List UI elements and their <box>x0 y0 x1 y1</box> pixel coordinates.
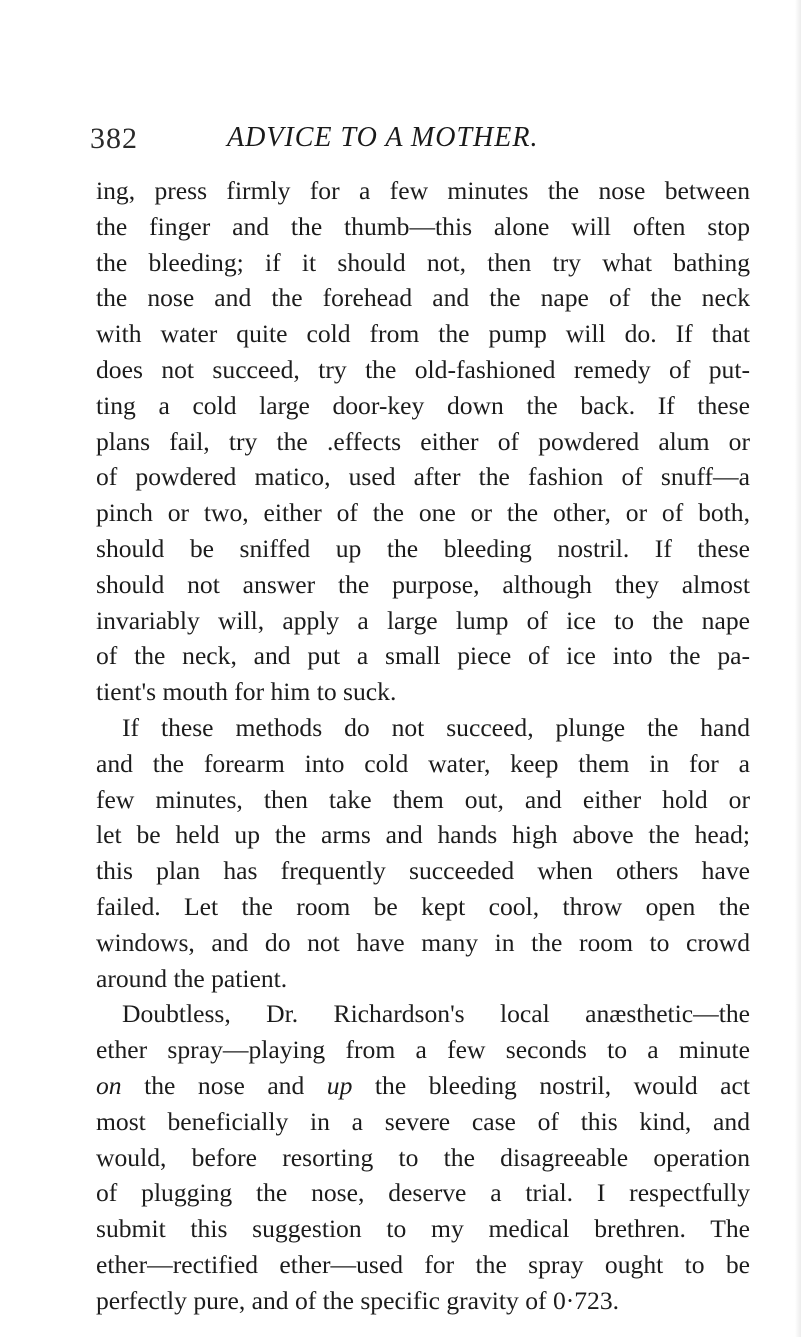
text-line: plans fail, try the .effects either of powdered alum or <box>96 426 750 456</box>
text-line: windows, and do not have many in the room to crowd <box>96 927 750 957</box>
text-line: let be held up the arms and hands high above the head; <box>96 820 750 850</box>
text-fragment: the nose and <box>121 1070 327 1100</box>
text-line-with-italics <box>96 1068 750 1104</box>
text-line: perfectly pure, and of the specific gravity of 0·723. <box>96 1285 620 1315</box>
text-line: should not answer the purpose, although they almost <box>96 569 750 599</box>
text-line: of the neck, and put a small piece of ice into the pa- <box>96 641 750 671</box>
text-line: ting a cold large door-key down the back. If these <box>96 390 750 420</box>
text-line: ether—rectified ether—used for the spray ought to be <box>96 1249 750 1279</box>
paragraph-start-line: Doubtless, Dr. Richardson's local anæsthetic—the <box>122 999 750 1029</box>
text-fragment: the bleeding nostril, would act <box>352 1070 750 1100</box>
body-text <box>96 173 750 1319</box>
text-line: would, before resorting to the disagreeable operation <box>96 1142 750 1172</box>
text-line: ing, press firmly for a few minutes the nose between <box>96 176 750 205</box>
text-line: should be sniffed up the bleeding nostril. If these <box>96 533 750 563</box>
page-number: 382 <box>90 122 138 155</box>
running-title: ADVICE TO A MOTHER. <box>227 122 539 153</box>
paragraph-start-line: If these methods do not succeed, plunge the hand <box>122 712 750 742</box>
text-line: and the forearm into cold water, keep them in for a <box>96 748 750 778</box>
text-line: tient's mouth for him to suck. <box>96 677 397 707</box>
text-line: does not succeed, try the old-fashioned remedy of put- <box>96 354 750 384</box>
text-line: most beneficially in a severe case of this kind, and <box>96 1106 750 1136</box>
italic-word: on <box>96 1070 122 1100</box>
text-line: failed. Let the room be kept cool, throw open the <box>96 891 750 921</box>
text-line: of powdered matico, used after the fashion of snuff—a <box>96 462 750 492</box>
text-line: this plan has frequently succeeded when others have <box>96 856 750 886</box>
text-line: with water quite cold from the pump will do. If that <box>96 319 750 349</box>
text-line: around the patient. <box>96 963 288 993</box>
text-line: ether spray—playing from a few seconds to a minute <box>96 1035 750 1065</box>
italic-word: up <box>326 1070 353 1100</box>
text-line: invariably will, apply a large lump of ice to the nape <box>96 605 750 635</box>
text-line: the bleeding; if it should not, then try what bathing <box>96 247 750 277</box>
text-line: of plugging the nose, deserve a trial. I respectfully <box>96 1178 750 1208</box>
page-header <box>90 122 750 162</box>
text-line: submit this suggestion to my medical brethren. The <box>96 1214 750 1244</box>
text-line: the nose and the forehead and the nape of the neck <box>96 283 750 313</box>
text-line: the finger and the thumb—this alone will often stop <box>96 211 750 241</box>
text-line: few minutes, then take them out, and either hold or <box>96 784 750 814</box>
page-edge-shadow <box>795 0 801 1337</box>
text-line: pinch or two, either of the one or the other, or of both, <box>96 498 750 528</box>
